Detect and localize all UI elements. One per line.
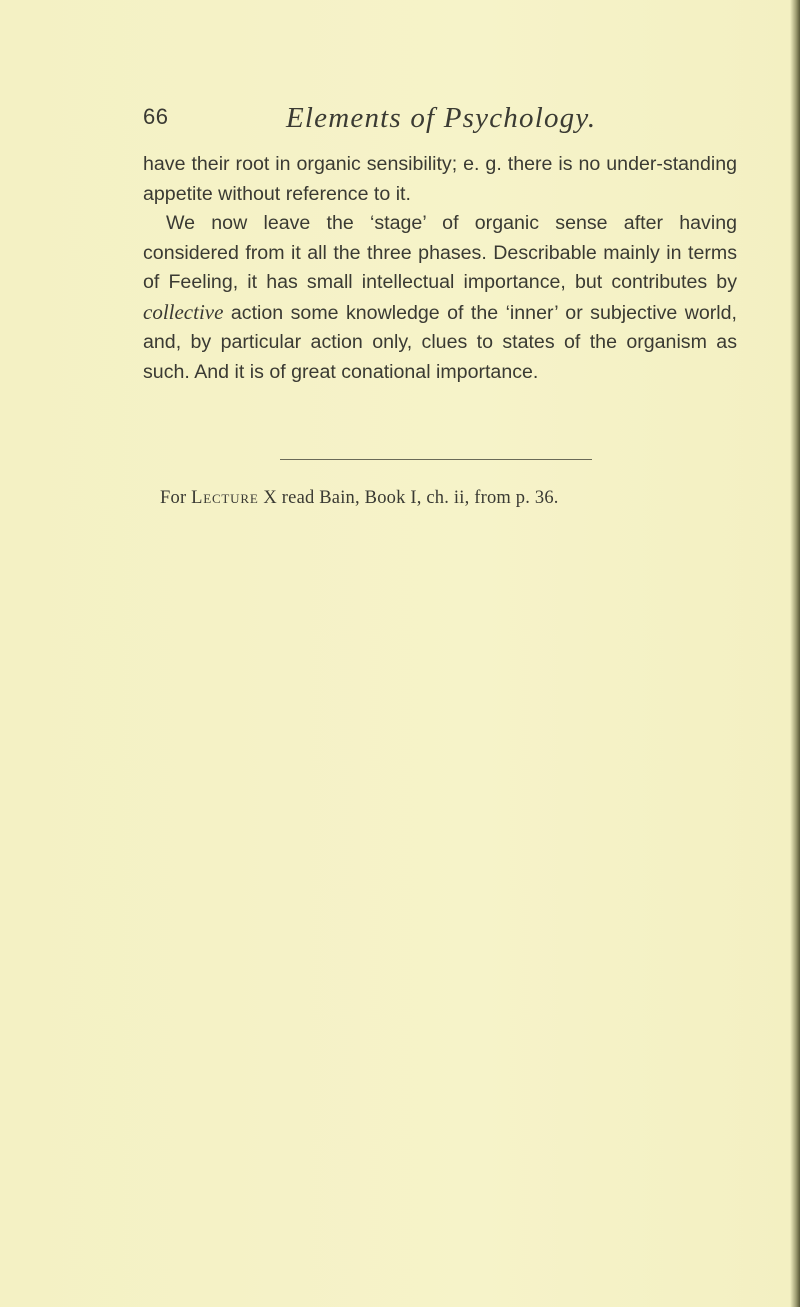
paragraph-2-start: We now leave the ‘stage’ of organic sense after having considered from it all the three phases. Describable mainly in terms of Feeling, it has small intellectual importance, but contributes by (143, 212, 737, 293)
reading-reference (160, 488, 720, 509)
reference-small-caps: Lecture (191, 488, 259, 508)
reference-suffix: X read Bain, Book I, ch. ii, from p. 36. (258, 488, 559, 508)
reference-prefix: For (160, 488, 192, 508)
section-divider (280, 459, 592, 460)
page-edge-shadow (790, 0, 800, 1307)
body-text (143, 150, 737, 387)
page-number: 66 (143, 104, 169, 129)
paragraph-2-end: action some knowledge of the ‘inner’ or subjective world, and, by particular action only, clues to states of the organism as such. And it is of great conational importance. (143, 301, 737, 383)
page-header (143, 104, 743, 144)
paragraph-1: have their root in organic sensibility; e. g. there is no under-standing appetite without reference to it. (143, 153, 737, 205)
emphasized-word: collective (143, 299, 224, 324)
running-title: Elements of Psychology. (286, 102, 597, 134)
paragraph-2 (143, 209, 737, 387)
